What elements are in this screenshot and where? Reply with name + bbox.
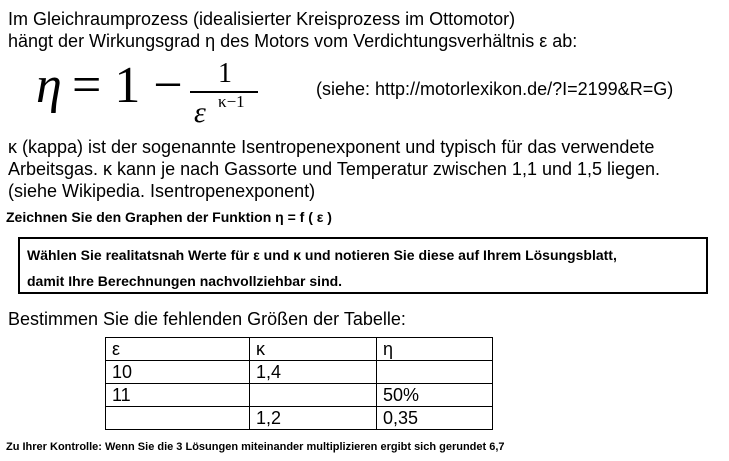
intro-line-2: hängt der Wirkungsgrad η des Motors vom Verdichtungsverhältnis ε ab: <box>8 31 578 51</box>
header-eta: η <box>377 338 493 361</box>
table-row <box>106 361 493 384</box>
formula-equals-one-minus: = 1 − <box>72 57 183 114</box>
values-table <box>105 337 493 430</box>
intro-line-1: Im Gleichraumprozess (idealisierter Kreisprozess im Ottomotor) <box>8 9 516 29</box>
header-epsilon: ε <box>106 338 250 361</box>
table-cell: 50% <box>377 384 493 407</box>
table-header-row <box>106 338 493 361</box>
table-row <box>106 407 493 430</box>
task-graph: Zeichnen Sie den Graphen der Funktion η = f ( ε ) <box>6 209 332 225</box>
formula-epsilon: ε <box>194 96 206 129</box>
kappa-line-2: Arbeitsgas. κ kann je nach Gassorte und Temperatur zwischen 1,1 und 1,5 liegen. <box>8 159 661 179</box>
footer-check: Zu Ihrer Kontrolle: Wenn Sie die 3 Lösungen miteinander multiplizieren ergibt sich gerundet 6,7 <box>6 441 505 453</box>
table-cell: 0,35 <box>377 407 493 430</box>
kappa-line-3: (siehe Wikipedia. Isentropenexponent) <box>8 181 316 201</box>
reference-link-text: (siehe: http://motorlexikon.de/?I=2199&R=G) <box>316 79 674 99</box>
formula-exponent: κ−1 <box>218 92 245 111</box>
task-table: Bestimmen Sie die fehlenden Größen der Tabelle: <box>8 309 406 329</box>
table-cell: 11 <box>106 384 250 407</box>
header-kappa: κ <box>250 338 377 361</box>
kappa-line-1: κ (kappa) ist der sogenannte Isentropenexponent und typisch für das verwendete <box>8 137 655 157</box>
table-row <box>106 384 493 407</box>
table-cell <box>377 361 493 384</box>
formula-numerator: 1 <box>218 58 232 89</box>
table-cell <box>106 407 250 430</box>
instruction-line-2: damit Ihre Berechnungen nachvollziehbar sind. <box>27 273 343 289</box>
table-cell <box>250 384 377 407</box>
table-cell: 1,2 <box>250 407 377 430</box>
table-cell: 10 <box>106 361 250 384</box>
instruction-line-1: Wählen Sie realitatsnah Werte für ε und κ und notieren Sie diese auf Ihrem Lösungsblatt, <box>27 247 617 263</box>
table-cell: 1,4 <box>250 361 377 384</box>
formula-eta: η <box>36 57 62 114</box>
